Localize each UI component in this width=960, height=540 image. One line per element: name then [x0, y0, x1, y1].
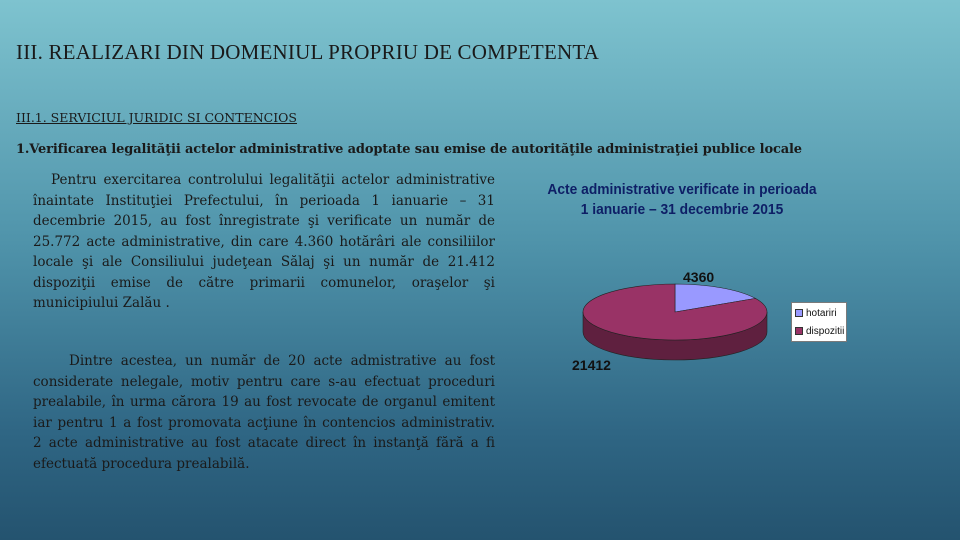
chart-title [544, 180, 820, 220]
legend-item-dispozitii [792, 323, 846, 339]
legend-swatch-hotariri [795, 309, 803, 317]
section-heading: 1.Verificarea legalităţii actelor administrative adoptate sau emise de autorităţile administraţiei publice locale [16, 142, 802, 157]
legend-swatch-dispozitii [795, 327, 803, 335]
paragraph-illegal-acts: Dintre acestea, un număr de 20 acte admistrative au fost considerate nelegale, motiv pentru care s-au efectuat proceduri prealabile, în urma cărora 19 au fost revocate de organul emitent iar pentru 1 a fost promovata acţiune în contencios administrativ. 2 acte administrative au fost atacate direct în instanţă fără a fi efectuată procedura prealabilă. [33, 353, 495, 472]
slide-title: III. REALIZARI DIN DOMENIUL PROPRIU DE COMPETENTA [16, 40, 600, 64]
legend-label-hotariri: hotariri [806, 307, 837, 319]
chart-title-line2: 1 ianuarie – 31 decembrie 2015 [580, 201, 784, 218]
legend-item-hotariri [792, 305, 846, 321]
data-label-dispozitii: 21412 [572, 357, 611, 373]
chart-title-line1: Acte administrative verificate in perioada [547, 181, 817, 198]
paragraph-verification: Pentru exercitarea controlului legalităţii actelor administrative înaintate Instituţiei Prefectului, în perioada 1 ianuarie – 31 decembrie 2015, au fost înregistrate şi verificate un număr de 25.772 acte administrative, din care 4.360 hotărâri ale consiliilor locale şi ale Consiliului judeţean Sălaj şi un număr de 21.412 dispoziţii emise de către primarii comunelor, oraşelor şi municipiului Zalău . [33, 172, 495, 311]
data-label-hotariri: 4360 [683, 269, 715, 285]
section-subtitle: III.1. SERVICIUL JURIDIC SI CONTENCIOS [16, 110, 297, 125]
pie-chart [575, 276, 775, 368]
chart-legend [791, 302, 847, 342]
legend-label-dispozitii: dispozitii [806, 325, 845, 337]
